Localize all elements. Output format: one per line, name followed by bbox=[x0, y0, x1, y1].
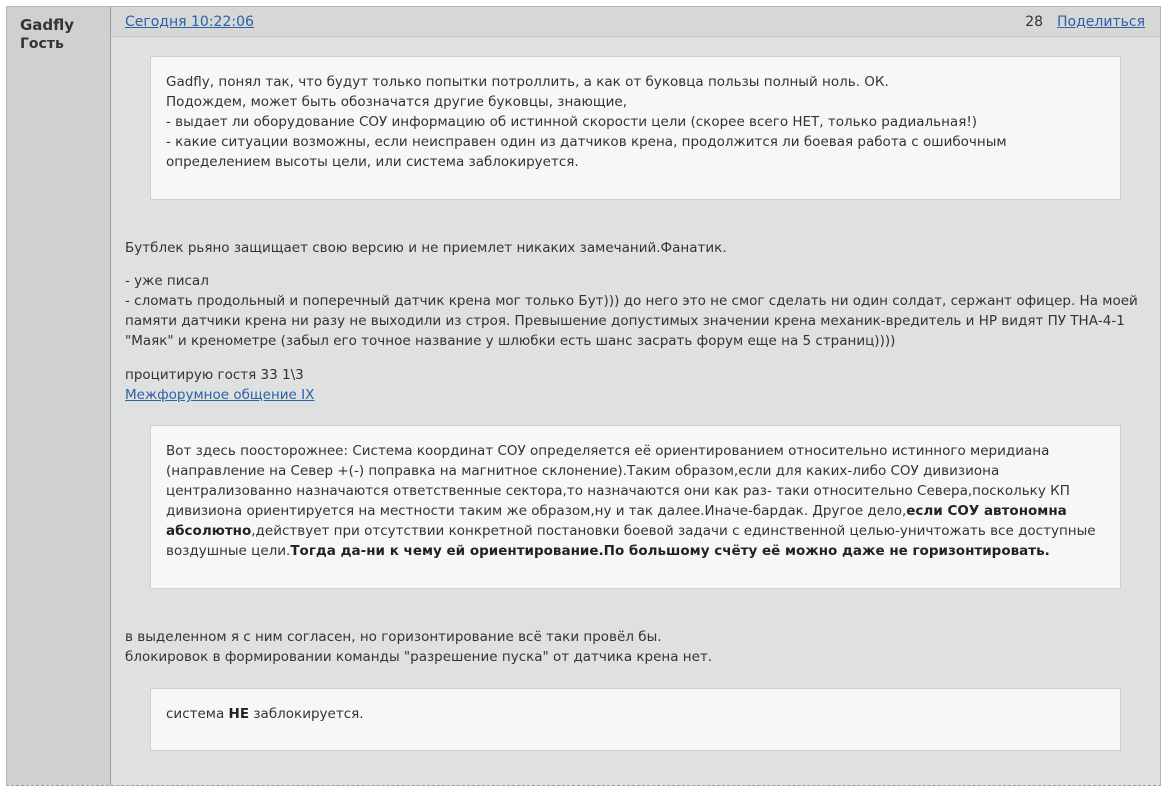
quote-line: - выдает ли оборудование СОУ информацию об истинной скорости цели (скорее всего НЕТ, только радиальная!) bbox=[166, 114, 978, 130]
forum-post bbox=[6, 6, 1161, 786]
quote-block bbox=[150, 688, 1121, 751]
quote-line bbox=[166, 541, 1106, 561]
quote-bold-text: НЕ bbox=[228, 706, 250, 722]
quote-block bbox=[150, 425, 1121, 589]
quote-line: централизованно назначаются ответственные сектора,то назначаются они как раз- таки относительно Севера,поскольку КП bbox=[166, 483, 1070, 499]
quote-text: дивизиона ориентируется на местности таким же образом,ну и так далее.Иначе-бардак. Другое дело, bbox=[166, 503, 907, 519]
quote-bold-text: абсолютно bbox=[166, 523, 252, 539]
author-rank: Гость bbox=[20, 36, 64, 52]
quote-line: (направление на Север +(-) поправка на магнитное склонение).Таким образом,если для каких-либо СОУ дивизиона bbox=[166, 463, 1000, 479]
share-link[interactable]: Поделиться bbox=[1057, 13, 1145, 30]
text-line: в выделенном я с ним согласен, но горизонтирование всё таки провёл бы. bbox=[125, 629, 662, 645]
text-line: памяти датчики крена ни разу не выходили из строя. Превышение допустимых значении крена механик-вредитель и НР видят ПУ ТНА-4-1 bbox=[125, 313, 1125, 329]
quote-text: заблокируется. bbox=[249, 706, 364, 722]
quote-line: Gadfly, понял так, что будут только попытки потроллить, а как от буковца пользы полный ноль. ОК. bbox=[166, 74, 889, 90]
post-paragraph: Бутблек рьяно защищает свою версию и не приемлет никаких замечаний.Фанатик. bbox=[125, 240, 727, 256]
quote-line: Подождем, может быть обозначатся другие буковцы, знающие, bbox=[166, 94, 628, 110]
post-date-link[interactable]: Сегодня 10:22:06 bbox=[125, 13, 254, 30]
post-header bbox=[111, 7, 1160, 37]
author-panel bbox=[7, 7, 111, 785]
post-paragraph bbox=[125, 271, 1145, 351]
quote-line: определением высоты цели, или система заблокируется. bbox=[166, 154, 579, 170]
post-paragraph bbox=[125, 627, 1145, 667]
quote-text: ,действует при отсутствии конкретной постановки боевой задачи с единственной целью-уничтожать все доступные bbox=[251, 523, 1096, 539]
forum-topic-link[interactable]: Межфорумное общение IX bbox=[125, 387, 315, 403]
post-content bbox=[111, 7, 1160, 785]
quote-text: система bbox=[166, 706, 229, 722]
text-line: блокировок в формировании команды "разрешение пуска" от датчика крена нет. bbox=[125, 649, 713, 665]
text-line: - сломать продольный и поперечный датчик крена мог только Бут))) до него это не смог сделать ни один солдат, сержант офицер. На моей bbox=[125, 293, 1138, 309]
post-number: 28 bbox=[1025, 13, 1044, 30]
quote-block bbox=[150, 56, 1121, 200]
post-header-right bbox=[1025, 14, 1145, 30]
text-line: - уже писал bbox=[125, 273, 209, 289]
quote-text: воздушные цели. bbox=[166, 543, 291, 559]
quote-line bbox=[166, 704, 1106, 724]
text-line: процитирую гостя 33 1\3 bbox=[125, 367, 304, 383]
quote-bold-text: Тогда да-ни к чему ей ориентирование.По большому счёту её можно даже не горизонтировать. bbox=[290, 543, 1050, 559]
quote-bold-text: если СОУ автономна bbox=[906, 503, 1067, 519]
quote-line: Вот здесь поосторожнее: Система координат СОУ определяется её ориентированием относительно истинного меридиана bbox=[166, 443, 1050, 459]
quote-line bbox=[166, 501, 1106, 521]
author-name[interactable]: Gadfly bbox=[20, 16, 75, 34]
text-line: "Маяк" и кренометре (забыл его точное название у шлюбки есть шанс засрать форум еще на 5 страниц)))) bbox=[125, 333, 896, 349]
quote-line bbox=[166, 521, 1106, 541]
quote-line: - какие ситуации возможны, если неисправен один из датчиков крена, продолжится ли боевая работа с ошибочным bbox=[166, 134, 1007, 150]
post-paragraph bbox=[125, 365, 1145, 405]
